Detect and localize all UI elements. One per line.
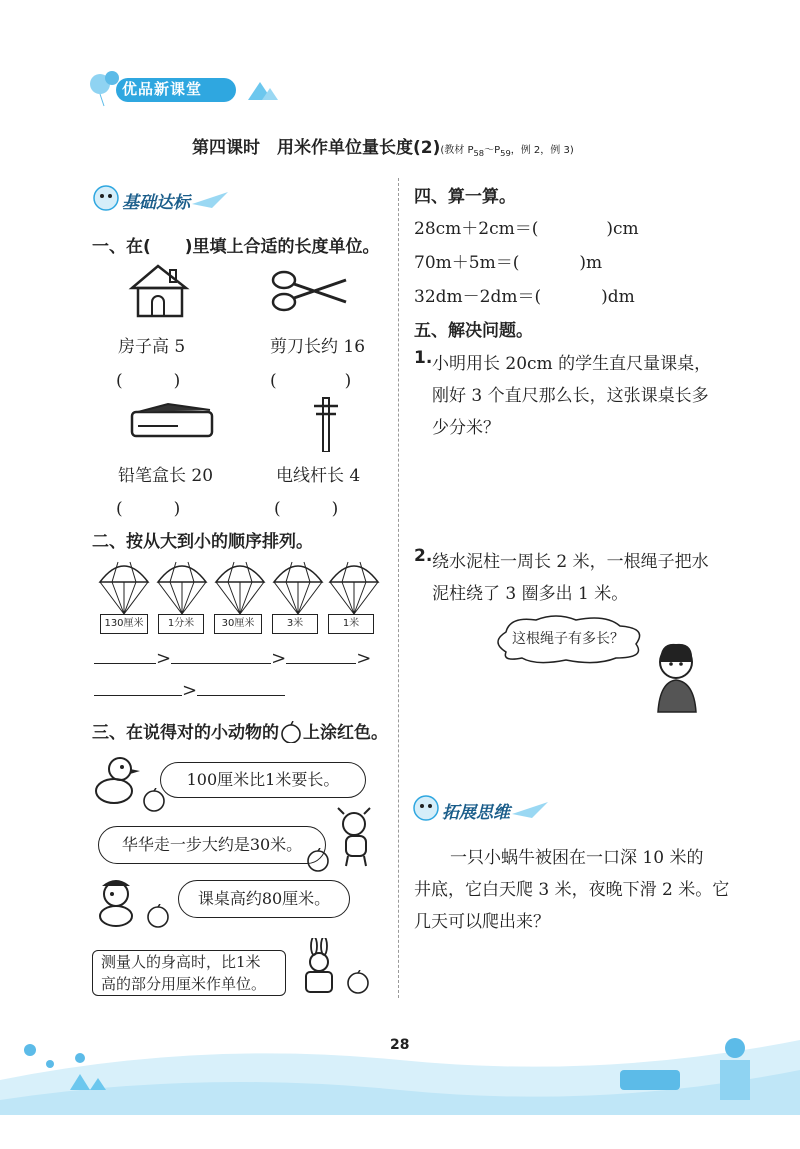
problem-text: 绕水泥柱一周长 2 米，一根绳子把水 泥柱绕了 3 圈多出 1 米。	[432, 552, 709, 604]
apple-icon[interactable]	[306, 848, 330, 876]
answer-blank[interactable]: ( )	[116, 499, 181, 519]
girl-icon	[650, 638, 704, 718]
cloud-bubble-text: 这根绳子有多长？	[512, 631, 624, 647]
lesson-title: 第四课时 用米作单位量长度(2)	[192, 138, 441, 158]
calc-line: 70m＋5m＝( )m	[414, 253, 603, 273]
duck-icon	[92, 755, 140, 811]
page-number: 28	[390, 1037, 410, 1053]
problem-number: 2.	[414, 546, 433, 566]
basic-badge-label: 基础达标	[122, 193, 190, 213]
speech-bubble: 课桌高约80厘米。	[178, 880, 350, 918]
extend-problem: 一只小蜗牛被困在一口深 10 米的 井底，它白天爬 3 米，夜晚下滑 2 米。它 几天可以爬出来？	[414, 848, 730, 932]
brand-text: 优品新课堂	[122, 80, 203, 98]
speech-bubble: 华华走一步大约是30米。	[98, 826, 326, 864]
problem-text: 小明用长 20cm 的学生直尺量课桌， 刚好 3 个直尺那么长，这张课桌长多 少分米？	[432, 354, 712, 438]
parachute-icon	[100, 562, 148, 614]
apple-icon[interactable]	[142, 788, 166, 816]
q5-title: 五、解决问题。	[414, 321, 533, 341]
q2-title: 二、按从大到小的顺序排列。	[92, 532, 313, 552]
extend-badge-label: 拓展思维	[442, 803, 510, 823]
problem-number: 1.	[414, 348, 433, 368]
calc-line: 32dm－2dm＝( )dm	[414, 287, 635, 307]
order-answer-line[interactable]: >	[94, 680, 285, 701]
parachute-label: 1米	[328, 614, 374, 634]
apple-icon[interactable]	[346, 970, 370, 998]
q1-item-text: 剪刀长约 16	[270, 337, 366, 357]
pencil-box-icon	[128, 402, 218, 444]
apple-icon[interactable]	[146, 904, 170, 932]
q1-item-text: 电线杆长 4	[276, 466, 361, 486]
parachute-icon	[274, 562, 322, 614]
q4-title: 四、算一算。	[414, 187, 516, 207]
order-answer-line[interactable]: > > >	[94, 648, 371, 669]
footer-decoration	[0, 1020, 800, 1115]
parachute-icon	[158, 562, 206, 614]
dog-icon	[94, 876, 140, 932]
q1-item-text: 房子高 5	[118, 337, 186, 357]
speech-box: 测量人的身高时，比1米 高的部分用厘米作单位。	[92, 950, 286, 996]
parachute-label: 3米	[272, 614, 318, 634]
parachute-label: 130厘米	[100, 614, 148, 634]
parachutes-illustration	[96, 556, 380, 616]
parachute-label: 30厘米	[214, 614, 262, 634]
parachute-icon	[216, 562, 264, 614]
answer-blank[interactable]: ( )	[270, 371, 352, 391]
answer-blank[interactable]: ( )	[274, 499, 339, 519]
q1-title: 一、在( )里填上合适的长度单位。	[92, 237, 380, 257]
scissors-icon	[270, 268, 350, 318]
parachute-label: 1分米	[158, 614, 204, 634]
rabbit-icon	[296, 938, 342, 1000]
lesson-ref: (教材 $P_{58}\sim P_{59}$，例 2，例 3)	[440, 145, 574, 158]
speech-bubble: 100厘米比1米要长。	[160, 762, 366, 798]
calc-line: 28cm＋2cm＝( )cm	[414, 219, 639, 239]
q1-item-text: 铅笔盒长 20	[118, 466, 214, 486]
column-divider	[398, 178, 399, 998]
page-title	[192, 133, 574, 158]
deer-icon	[334, 806, 378, 872]
house-icon	[128, 262, 194, 324]
q3-title: 三、在说得对的小动物的 上涂红色。	[92, 723, 388, 743]
pole-icon	[312, 396, 340, 456]
parachute-icon	[330, 562, 378, 614]
apple-icon	[279, 721, 303, 743]
answer-blank[interactable]: ( )	[116, 371, 181, 391]
